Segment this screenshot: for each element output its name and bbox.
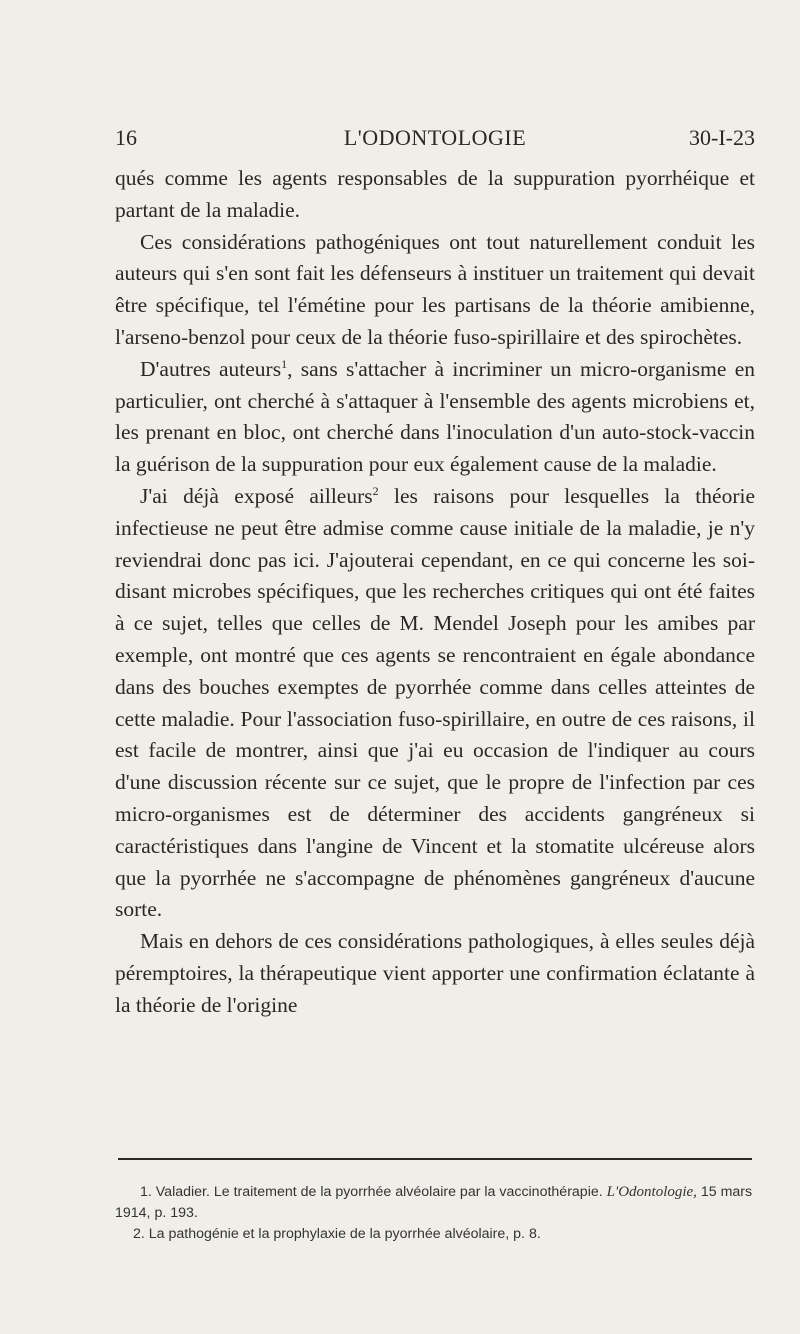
footnote-1-journal: L'Odontologie, [606, 1184, 697, 1200]
footnote-1 [115, 1182, 755, 1224]
paragraph-1: qués comme les agents responsables de la suppuration pyorrhéique et partant de la maladie. [115, 166, 755, 222]
footnote-1-text: 1. Valadier. Le traitement de la pyorrhée alvéolaire par la vaccinothérapie. [140, 1184, 603, 1200]
footnote-rule [118, 1158, 752, 1160]
paragraph-3-rest: , sans s'attacher à incriminer un micro-organisme en particulier, ont cherché à s'attaquer à l'ensemble des agents microbiens et, les prenant en bloc, ont cherché dans l'inoculation d'un auto-stock-vaccin la guérison de la suppuration pour eux également cause de la maladie. [115, 356, 755, 477]
footnote-1-ref: 15 mars 1914, p. 193. [115, 1184, 753, 1221]
paragraph-3-start: D'autres auteurs [140, 356, 282, 381]
paragraph-3 [115, 354, 755, 481]
running-header [115, 125, 755, 159]
paragraph-2: Ces considérations pathogéniques ont tout naturellement conduit les auteurs qui s'en sont fait les défenseurs à instituer un traitement qui devait être spécifique, tel l'émétine pour les partisans de la théorie amibienne, l'arseno-benzol pour ceux de la théorie fuso-spirillaire et des spirochètes. [115, 229, 755, 349]
journal-title: L'ODONTOLOGIE [343, 125, 527, 150]
paragraph-4-rest: les raisons pour lesquelles la théorie infectieuse ne peut être admise comme cause initiale de la maladie, je n'y reviendrai donc pas ici. J'ajouterai cependant, en ce qui concerne les soi-disant microbes spécifiques, que les recherches critiques qui ont été faites à ce sujet, telles que celles de M. Mendel Joseph pour les amibes par exemple, ont montré que ces agents se rencontraient en égale abondance dans des bouches exemptes de pyorrhée comme dans celles atteintes de cette maladie. Pour l'association fuso-spirillaire, en outre de ces raisons, il est facile de montrer, ainsi que j'ai eu occasion de l'indiquer au cours d'une discussion récente sur ce sujet, que le propre de l'infection par ces micro-organismes est de déterminer des accidents gangréneux si caractéristiques dans l'angine de Vincent et la stomatite ulcéreuse alors que la pyorrhée ne s'accompagne de phénomènes gangréneux d'aucune sorte. [115, 483, 755, 922]
paragraph-4 [115, 481, 755, 926]
footnotes [115, 1182, 755, 1245]
page-number: 16 [115, 125, 137, 150]
issue-date: 30-I-23 [689, 125, 755, 150]
footnote-ref-2[interactable]: 2 [372, 483, 379, 498]
body-text [115, 163, 755, 1022]
footnote-2: 2. La pathogénie et la prophylaxie de la pyorrhée alvéolaire, p. 8. [133, 1226, 541, 1242]
paragraph-4-start: J'ai déjà exposé ailleurs [140, 483, 373, 508]
paragraph-5: Mais en dehors de ces considérations pathologiques, à elles seules déjà péremptoires, la thérapeutique vient apporter une confirmation éclatante à la théorie de l'origine [115, 929, 755, 1017]
footnote-ref-1[interactable]: 1 [281, 356, 288, 371]
